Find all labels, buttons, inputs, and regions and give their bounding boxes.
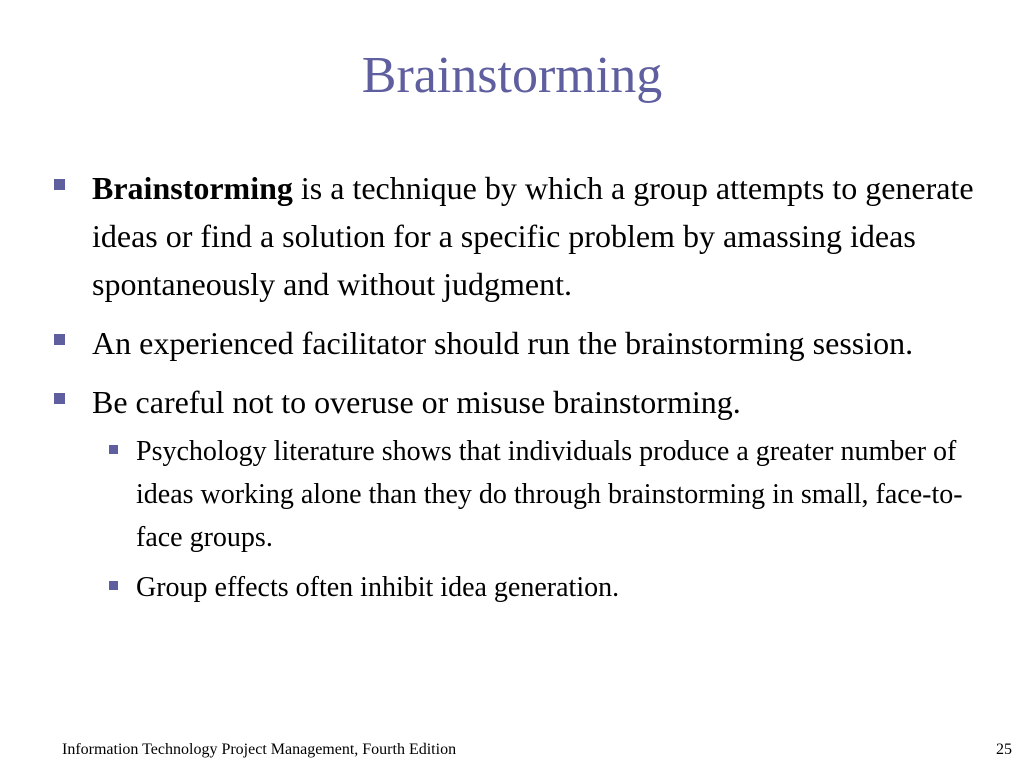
bullet-text: An experienced facilitator should run the brainstorming session. (92, 325, 914, 361)
sub-bullet-text: Group effects often inhibit idea generation. (136, 572, 620, 603)
sub-bullet-text: Psychology literature shows that individuals produce a greater number of ideas working alone than they do through brainstorming in small, face-to-face groups. (136, 436, 963, 553)
square-bullet-icon (109, 581, 118, 590)
sub-bullet-item-2 (136, 566, 994, 609)
square-bullet-icon (54, 179, 65, 190)
square-bullet-icon (109, 445, 118, 454)
bullet-text: Be careful not to overuse or misuse brainstorming. (92, 384, 741, 420)
square-bullet-icon (54, 334, 65, 345)
page-number: 25 (996, 741, 1012, 758)
bullet-item-2 (54, 319, 994, 367)
bold-term: Brainstorming (92, 170, 293, 206)
slide-title: Brainstorming (361, 47, 663, 104)
bullet-list (54, 164, 994, 616)
bullet-text: is a technique by which a group attempts to generate ideas or find a solution for a specific problem by amassing ideas spontaneously and without judgment. (92, 170, 974, 302)
footer-text: Information Technology Project Management, Fourth Edition (62, 741, 457, 758)
bullet-item-3 (54, 378, 994, 426)
square-bullet-icon (54, 393, 65, 404)
bullet-item-1 (54, 164, 994, 308)
sub-bullet-item-1 (136, 430, 994, 559)
